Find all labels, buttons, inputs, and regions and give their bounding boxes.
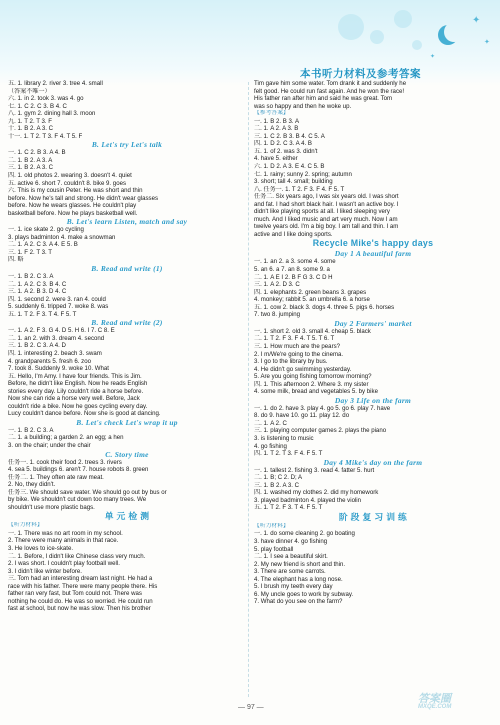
right-answer-line: 四. 1. elephants 2. green beans 3. grapes <box>254 288 367 296</box>
right-answer-line: 8. do 9. have 10. go 11. play 12. do <box>254 412 350 420</box>
left-answer-line: 任务一. 1. cook their food 2. trees 3. rivers <box>8 458 122 466</box>
right-answer-line: 八. 任务一. 1. T 2. F 3. F 4. F 5. T <box>254 185 345 193</box>
right-section-heading: Day 2 Farmers' market <box>334 318 412 328</box>
right-answer-line: 一. 1. short 2. old 3. small 4. cheap 5. black <box>254 327 371 335</box>
moon-icon <box>444 22 464 42</box>
left-answer-line: fast at school, but now he was slow. Then his brother <box>8 605 151 613</box>
left-answer-line: 五. active 6. short 7. couldn't 8. bike 9. goes <box>8 179 127 187</box>
right-answer-line: 5. an 6. a 7. an 8. some 9. a <box>254 266 330 274</box>
left-answer-line: 2. There were many animals in that race. <box>8 537 119 545</box>
right-answer-line: 二. 1. A E I 2. B F G 3. C D H <box>254 273 333 281</box>
left-answer-line: 十. 1. B 2. A 3. C <box>8 125 54 133</box>
left-answer-line: 7. took 8. Suddenly 9. woke 10. What <box>8 365 109 373</box>
left-answer-line: 二. 1. A 2. C 3. A 4. E 5. B <box>8 241 78 249</box>
left-answer-line: 3. plays badminton 4. make a snowman <box>8 233 116 241</box>
left-answer-line: 一. 1. B 2. C 3. A <box>8 426 54 434</box>
left-answer-line: 二. 1. B 2. A 3. A <box>8 156 53 164</box>
left-answer-line: 九. 1. T 2. T 3. F <box>8 117 53 125</box>
watermark-subtext: MXQE.COM <box>418 704 452 710</box>
right-answer-line: 4. some milk, bread and vegetables 5. by bike <box>254 388 378 396</box>
right-answer-line: 6. My uncle goes to work by subway. <box>254 590 354 598</box>
left-answer-line: 十一. 1. T 2. T 3. F 4. T 5. F <box>8 132 83 140</box>
left-section-heading: B. Let's try Let's talk <box>91 140 163 150</box>
left-answer-line: （答案不唯一） <box>8 87 51 95</box>
right-answer-line: 5. play football <box>254 545 294 553</box>
right-answer-line: 4. He didn't go swimming yesterday. <box>254 365 352 373</box>
left-answer-line: 六. 1. in 2. took 3. was 4. go <box>8 95 84 103</box>
watermark-logo <box>418 690 496 722</box>
left-answer-line: 二. 1. Before, I didn't like Chinese class very much. <box>8 552 146 560</box>
decorative-bubble <box>412 40 422 50</box>
right-answer-line: 六. 1. D 2. A 3. E 4. C 5. B <box>254 163 325 171</box>
left-answer-line: 三. 1. B 2. C 3. A 4. D <box>8 342 66 350</box>
left-answer-line: 任务二. 1. They often ate raw meat. <box>8 473 104 481</box>
page-title: 本书听力材料及参考答案 <box>300 68 421 80</box>
left-answer-line: 一. 1. C 2. B 3. A 4. B <box>8 149 66 157</box>
right-answer-line: 三. 1. A 2. D 3. C <box>254 281 300 289</box>
right-unit-heading: Recycle Mike's happy days <box>312 238 434 249</box>
right-answer-line: 五. 1. of 2. was 3. didn't <box>254 147 318 155</box>
header-band <box>0 0 500 86</box>
right-answer-line: 3. I go to the library by bus. <box>254 358 328 366</box>
right-answer-line: active and I like doing sports. <box>254 230 333 238</box>
right-answer-line: 7. two 8. jumping <box>254 311 301 319</box>
right-section-heading: Day 1 A beautiful farm <box>334 249 412 259</box>
right-answer-line: 五. 1. cow 2. black 3. dogs 4. three 5. pigs 6. horses <box>254 303 395 311</box>
right-answer-line: 四. 1. This afternoon 2. Where 3. my sister <box>254 380 369 388</box>
left-answer-line: 三. 1. F 2. T 3. T <box>8 248 53 256</box>
right-answer-line: 二. 1. I see a beautiful skirt. <box>254 553 328 561</box>
column-divider <box>248 82 249 697</box>
right-answer-line: 3. short; tall 4. small; building <box>254 178 333 186</box>
left-answer-line: 3. He loves to ice-skate. <box>8 544 74 552</box>
right-answer-line: didn't like playing sports at all. I liked sleeping very <box>254 208 390 216</box>
left-section-heading: B. Read and write (1) <box>91 264 163 274</box>
left-section-heading: B. Let's learn Listen, match and say <box>66 217 188 227</box>
right-answer-line: 一. 1. an 2. a 3. some 4. some <box>254 258 336 266</box>
right-answer-line: Tim gave him some water. Tom drank it and suddenly he <box>254 80 407 87</box>
decorative-bubble <box>394 10 412 28</box>
left-answer-line: Now she can ride a horse very well. Before, Jack <box>8 395 140 403</box>
left-answer-line: 二. 1. a building; a garden 2. an egg; a hen <box>8 434 124 442</box>
left-answer-line: 3. I didn't like winter before. <box>8 567 82 575</box>
right-answer-line: was so happy and then he woke up. <box>254 102 352 110</box>
left-answer-line: 二. 1. an 2. with 3. dream 4. second <box>8 334 105 342</box>
right-answer-line: twelve years old. I'm a big boy. I am tall and thin. I am <box>254 223 399 231</box>
left-answer-line: 二. 1. A 2. C 3. B 4. C <box>8 280 67 288</box>
right-answer-line: 四. 1. washed my clothes 2. did my homework <box>254 489 379 497</box>
left-answer-line: 5. suddenly 6. tripped 7. woke 8. was <box>8 303 109 311</box>
right-bracket-label: 【参考答案】 <box>254 110 289 117</box>
left-answer-line: 八. 1. gym 2. dining hall 3. moon <box>8 110 96 118</box>
left-answer-line: before. Now he's tall and strong. He didn't wear glasses <box>8 194 159 202</box>
left-answer-line: Lucy couldn't dance before. Now she is good at dancing. <box>8 410 161 418</box>
left-unit-heading: 单 元 检 测 <box>104 511 150 522</box>
left-answer-line: 三. Tom had an interesting dream last night. He had a <box>8 575 153 583</box>
right-answer-line: 二. 1. B; C 2. D; A <box>254 474 303 482</box>
left-answer-line: shouldn't use more plastic bags. <box>8 503 95 511</box>
right-answer-line: 3. have dinner 4. go fishing <box>254 537 328 545</box>
right-answer-line: 2. My new friend is short and thin. <box>254 560 346 568</box>
left-answer-line: 四. 1. interesting 2. beach 3. swam <box>8 349 102 357</box>
left-answer-line: 一. 1. A 2. F 3. G 4. D 5. H 6. I 7. C 8. E <box>8 327 115 335</box>
right-section-heading: Day 4 Mike's day on the farm <box>323 457 423 467</box>
left-answer-line: 一. 1. There was no art room in my school. <box>8 529 123 537</box>
left-answer-line: 一. 1. B 2. C 3. A <box>8 273 54 281</box>
left-answer-line: by bike. We shouldn't cut down too many trees. We <box>8 496 147 504</box>
left-answer-line: 三. 1. A 2. B 3. D 4. C <box>8 288 67 296</box>
left-answer-line: 2. I was short. I couldn't play football well. <box>8 560 120 568</box>
left-answer-line: Before, he didn't like English. Now he reads English <box>8 380 148 388</box>
left-section-heading: C. Story time <box>105 449 149 459</box>
left-answer-line: 4. sea 5. buildings 6. aren't 7. house robots 8. green <box>8 466 149 474</box>
right-section-heading: Day 3 Life on the farm <box>334 395 412 405</box>
left-answer-line: before. Now he wears glasses. He couldn't play <box>8 202 137 210</box>
left-answer-line: basketball before. Now he plays basketball well. <box>8 209 138 217</box>
right-column <box>254 80 492 606</box>
right-answer-line: 4. have 5. either <box>254 155 298 163</box>
right-answer-line: and fat. I had short black hair. I wasn't an active boy. I <box>254 200 399 208</box>
right-answer-line: 4. monkey; rabbit 5. an umbrella 6. a horse <box>254 296 370 304</box>
left-section-heading: B. Let's check Let's wrap it up <box>76 417 178 427</box>
right-answer-line: 3. played badminton 4. played the violin <box>254 496 362 504</box>
left-answer-line: 四. 1. second 2. were 3. ran 4. could <box>8 295 106 303</box>
left-bracket-label: 【听力材料】 <box>8 522 43 529</box>
page-number: — 97 — <box>238 704 264 711</box>
left-answer-line: father ran very fast, but Tom could not. There was <box>8 590 142 598</box>
left-answer-line: couldn't ride a bike. Now he goes cycling every day. <box>8 402 148 410</box>
right-answer-line: 5. I brush my teeth every day <box>254 583 333 591</box>
right-answer-line: 三. 1. How much are the pears? <box>254 342 341 350</box>
left-answer-line: 七. 1. C 2. C 3. B 4. C <box>8 102 67 110</box>
left-answer-line: 六. This is my cousin Peter. He was short and thin <box>8 187 143 195</box>
left-answer-line: 四. 1. old photos 2. wearing 3. doesn't 4. quiet <box>8 172 132 180</box>
right-answer-line: 三. 1. C 2. B 3. B 4. C 5. A <box>254 132 325 140</box>
star-icon: ✦ <box>484 39 490 46</box>
right-answer-line: 一. 1. B 2. B 3. A <box>254 117 300 125</box>
left-answer-line: 一. 1. ice skate 2. go cycling <box>8 226 84 234</box>
left-answer-line: 任务三. We should save water. We should go out by bus or <box>8 488 167 496</box>
left-answer-line: stories every day. Lily couldn't ride a horse before. <box>8 387 144 395</box>
left-answer-line: nothing he could do. He was so worried. He could run <box>8 597 153 605</box>
right-answer-line: 二. 1. T 2. F 3. F 4. T 5. T 6. T <box>254 335 335 343</box>
right-answer-line: felt good. He could run fast again. And he won the race! <box>254 87 405 95</box>
left-answer-line: 五. Hello, I'm Amy. I have four friends. This is Jim. <box>8 372 142 380</box>
right-answer-line: 3. is listening to music <box>254 434 314 442</box>
left-answer-line: race with his father. There were many people there. His <box>8 582 158 590</box>
left-answer-line: 2. No, they didn't. <box>8 481 56 489</box>
right-bracket-label: 【听力材料】 <box>254 522 289 529</box>
right-answer-line: 4. go fishing <box>254 442 287 450</box>
decorative-bubble <box>338 14 364 40</box>
right-answer-line: 5. Are you going fishing tomorrow morning? <box>254 373 372 381</box>
right-answer-line: much. And I liked music and art very much. Now I am <box>254 215 398 223</box>
right-answer-line: 7. What do you see on the farm? <box>254 598 343 606</box>
right-answer-line: 一. 1. tallest 2. fishing 3. read 4. fatter 5. hurt <box>254 466 375 474</box>
right-answer-line: 三. 1. playing computer games 2. plays the piano <box>254 427 387 435</box>
right-answer-line: 五. 1. T 2. F 3. T 4. F 5. T <box>254 504 323 512</box>
decorative-bubble <box>370 30 384 44</box>
star-icon: ✦ <box>430 54 436 60</box>
right-answer-line: 任务二. Six years ago, I was six years old. I was short <box>254 193 399 201</box>
left-section-heading: B. Read and write (2) <box>91 318 163 328</box>
right-answer-line: 一. 1. do 2. have 3. play 4. go 5. go 6. play 7. have <box>254 404 391 412</box>
left-answer-line: 3. on the chair; under the chair <box>8 441 91 449</box>
left-answer-line: 4. grandparents 5. fresh 6. zoo <box>8 357 91 365</box>
right-answer-line: 一. 1. do some cleaning 2. go boating <box>254 530 355 538</box>
star-icon: ✦ <box>472 15 481 26</box>
left-answer-line: 三. 1. B 2. A 3. C <box>8 164 54 172</box>
left-answer-line: 四. 略 <box>8 256 24 264</box>
right-answer-line: 二. 1. A 2. C <box>254 419 287 427</box>
right-answer-line: 3. There are some carrots. <box>254 568 326 576</box>
right-answer-line: 二. 1. A 2. A 3. B <box>254 125 299 133</box>
right-answer-line: 2. I m/We're going to the cinema. <box>254 350 344 358</box>
right-answer-line: 4. The elephant has a long nose. <box>254 575 343 583</box>
right-unit-heading: 阶 段 复 习 训 练 <box>338 511 408 522</box>
left-answer-line: 五. 1. T 2. F 3. T 4. F 5. T <box>8 310 77 318</box>
right-answer-line: 四. 1. T 2. T 3. F 4. F 5. T <box>254 450 323 458</box>
right-answer-line: 七. 1. rainy; sunny 2. spring; autumn <box>254 170 352 178</box>
left-answer-line: 五. 1. library 2. river 3. tree 4. small <box>8 80 103 87</box>
right-answer-line: 三. 1. B 2. A 3. C <box>254 481 300 489</box>
watermark-text: 答案圈 <box>418 693 451 705</box>
right-answer-line: 四. 1. D 2. C 3. A 4. B <box>254 140 312 148</box>
left-column <box>8 80 246 613</box>
right-answer-line: His father ran after him and said he was great. Tom <box>254 95 393 103</box>
